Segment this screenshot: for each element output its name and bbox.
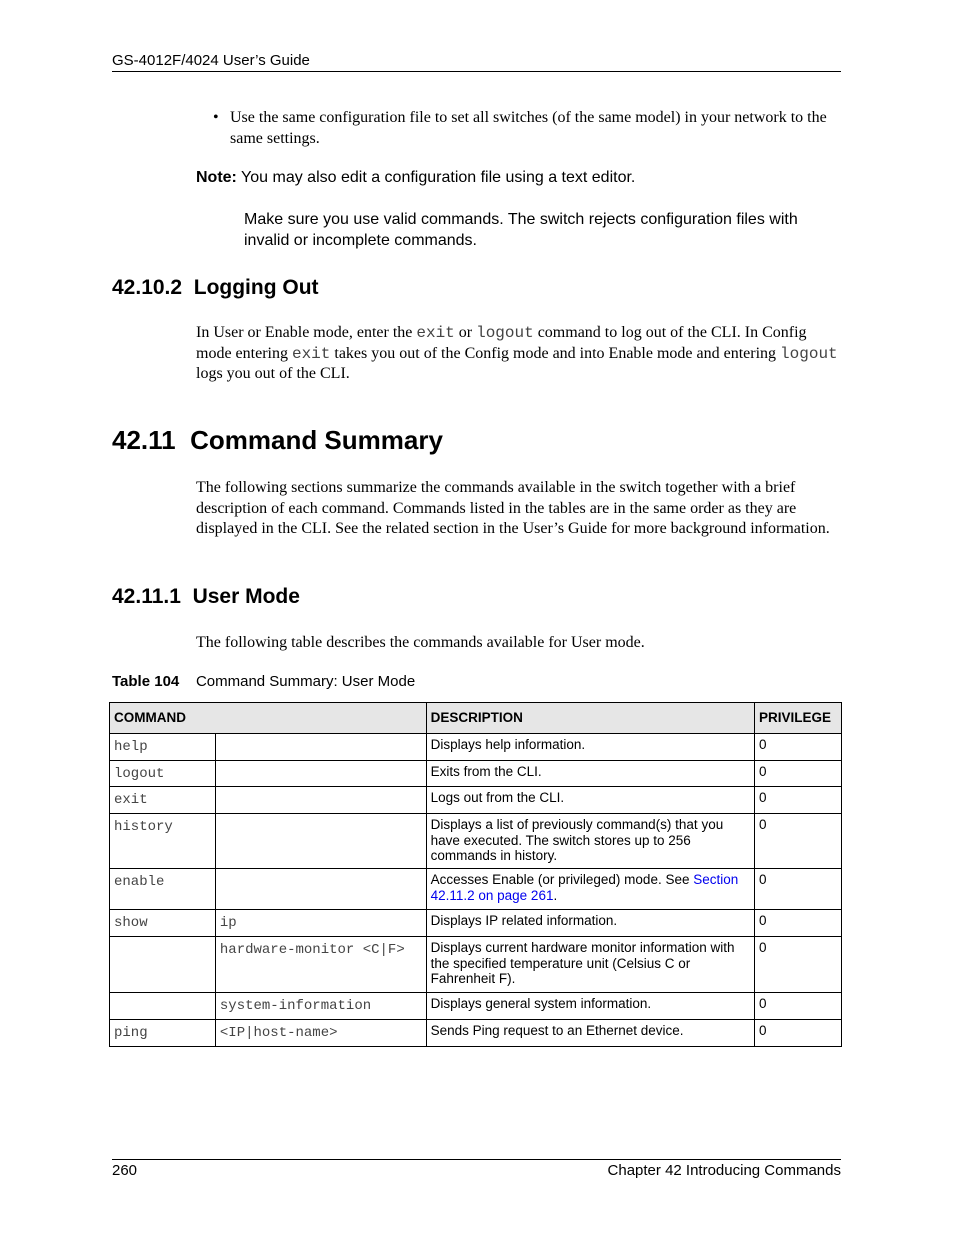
privilege-cell: 0: [754, 1019, 841, 1046]
description-text: Accesses Enable (or privileged) mode. See: [430, 872, 694, 887]
table-row: [110, 733, 842, 760]
privilege-cell: 0: [754, 733, 841, 760]
command-cell: ping: [110, 1019, 216, 1046]
note-text-2: Make sure you use valid commands. The switch rejects configuration files with invalid or incomplete commands.: [244, 211, 798, 249]
text: or: [454, 324, 477, 341]
table-row: [110, 787, 842, 814]
privilege-cell: 0: [754, 937, 841, 993]
text: takes you out of the Config mode and into Enable mode and entering: [330, 344, 781, 362]
command-cell: [110, 993, 216, 1020]
privilege-cell: 0: [754, 760, 841, 787]
section-number: 42.11: [112, 425, 176, 455]
subcommand-cell: [215, 733, 426, 760]
table-row: [110, 910, 842, 937]
subcommand-cell: [215, 787, 426, 814]
chapter-title: Chapter 42 Introducing Commands: [607, 1162, 841, 1179]
description-cell: Logs out from the CLI.: [426, 787, 754, 814]
code: exit: [416, 324, 455, 342]
bullet-text: Use the same configuration file to set all switches (of the same model) in your network to the same settings.: [230, 109, 827, 147]
privilege-cell: 0: [754, 814, 841, 869]
section-title: User Mode: [192, 585, 300, 608]
privilege-cell: 0: [754, 993, 841, 1020]
description-cell: Displays current hardware monitor information with the specified temperature unit (Celsius C or Fahrenheit F).: [426, 937, 754, 993]
subcommand-cell: [215, 760, 426, 787]
note-text: You may also edit a configuration file using a text editor.: [236, 169, 636, 186]
subcommand-cell: <IP|host-name>: [215, 1019, 426, 1046]
command-cell: show: [110, 910, 216, 937]
table-row: [110, 760, 842, 787]
table-row: [110, 814, 842, 869]
caption-text: Command Summary: User Mode: [195, 673, 416, 690]
note-label: Note:: [196, 169, 237, 186]
subcommand-cell: system-information: [215, 993, 426, 1020]
logging-out-paragraph: [196, 323, 841, 385]
header-command: COMMAND: [110, 703, 427, 734]
section-heading-logging-out: [112, 276, 319, 300]
command-cell: logout: [110, 760, 216, 787]
caption-label: Table 104: [112, 673, 180, 690]
text: In User or Enable mode, enter the: [196, 324, 417, 341]
table-row: [110, 993, 842, 1020]
table-row: [110, 937, 842, 993]
subcommand-cell: [215, 814, 426, 869]
description-cell: Displays a list of previously command(s) that you have executed. The switch stores up to 256 commands in history.: [426, 814, 754, 869]
code: logout: [780, 344, 838, 363]
section-link[interactable]: Section 42.11.2 on page 261: [430, 872, 739, 903]
description-cell: Displays help information.: [426, 733, 754, 760]
section-title: Logging Out: [193, 276, 319, 299]
description-cell: Displays IP related information.: [426, 910, 754, 937]
table-row: [110, 1019, 842, 1046]
section-heading-user-mode: [112, 585, 300, 609]
privilege-cell: 0: [754, 787, 841, 814]
command-table: [109, 702, 842, 1047]
section-heading-command-summary: [112, 425, 443, 456]
subcommand-cell: [215, 869, 426, 910]
code: exit: [291, 344, 331, 363]
description-text: .: [553, 887, 558, 903]
command-summary-paragraph: The following sections summarize the commands available in the switch together with a brief description of each command. Commands listed in the tables are in the same order as they are displayed in the CLI. See the related section in the User’s Guide for more background information.: [196, 479, 830, 537]
code: logout: [476, 324, 534, 342]
bullet-marker: •: [213, 109, 219, 126]
description-cell: Displays general system information.: [426, 993, 754, 1020]
privilege-cell: 0: [754, 910, 841, 937]
command-cell: enable: [110, 869, 216, 910]
description-cell: [426, 869, 754, 910]
table-row: [110, 869, 842, 910]
header-rule: [112, 71, 841, 72]
section-number: 42.11.1: [112, 585, 181, 608]
header-privilege: PRIVILEGE: [754, 703, 841, 734]
subcommand-cell: hardware-monitor <C|F>: [215, 937, 426, 993]
header-description: DESCRIPTION: [426, 703, 754, 734]
description-cell: Exits from the CLI.: [426, 760, 754, 787]
text: logs you out of the CLI.: [196, 365, 350, 382]
page-number: 260: [112, 1162, 138, 1179]
text: command to log out of the CLI. In Config mode entering: [196, 324, 807, 362]
user-mode-paragraph: The following table describes the commands available for User mode.: [196, 634, 645, 651]
table-header-row: [110, 703, 842, 734]
note: [196, 169, 635, 187]
command-cell: exit: [110, 787, 216, 814]
privilege-cell: 0: [754, 869, 841, 910]
section-title: Command Summary: [190, 425, 443, 455]
subcommand-cell: ip: [215, 910, 426, 937]
footer-rule: [112, 1159, 841, 1160]
command-cell: [110, 937, 216, 993]
description-cell: Sends Ping request to an Ethernet device.: [426, 1019, 754, 1046]
section-number: 42.10.2: [112, 276, 183, 299]
command-cell: history: [110, 814, 216, 869]
table-caption: [112, 673, 415, 690]
command-cell: help: [110, 733, 216, 760]
running-header: GS-4012F/4024 User’s Guide: [112, 52, 310, 69]
